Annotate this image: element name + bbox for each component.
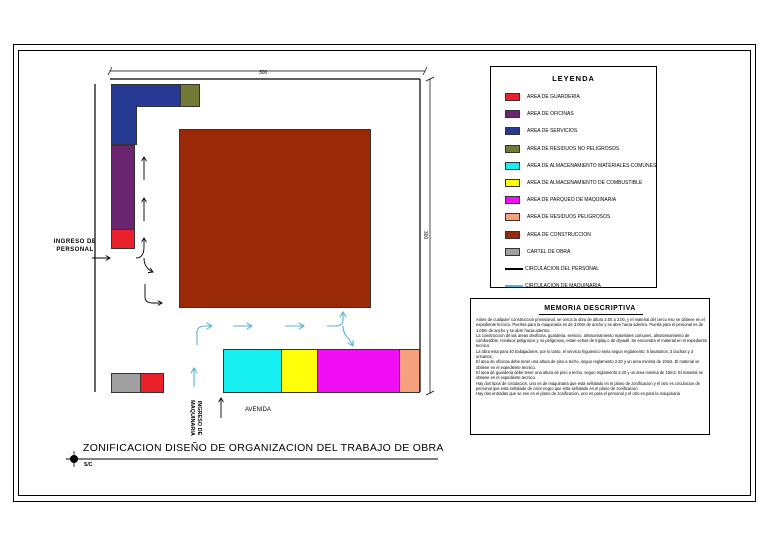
legend-item-label: AREA DE OFICINAS: [527, 111, 574, 118]
zone-guarderia-bottom: [140, 373, 164, 393]
drawing-title: ZONIFICACION DISEÑO DE ORGANIZACION DEL TRABAJO DE OBRA: [83, 442, 444, 454]
memoria-body: [476, 317, 708, 396]
legend-title: LEYENDA: [552, 74, 595, 83]
zone-residuos-peligrosos: [399, 349, 420, 393]
zone-parqueo-maquinaria: [317, 349, 400, 393]
memoria-paragraph: Hay dos tipos de circulacion, uno es de maquinaria que esta señalado en el plano de zonificacion y el otro es circulacion de personal que esta señalado de color negro que esta señalado en el plano de zonificacion: [476, 380, 700, 391]
legend-item-label: AREA DE ALMACENAMIENTO DE COMBUSTIBLE: [527, 180, 643, 186]
ingreso-maquinaria-label: INGRESO DE MAQUINARIA: [189, 400, 202, 436]
legend-item-label: CIRCULACION DE MAQUINARIA: [525, 283, 601, 290]
zone-residuos-no-peligrosos: [180, 84, 200, 107]
legend-color-swatch: [505, 162, 520, 170]
ingreso-personal-label: INGRESO DE PERSONAL: [53, 239, 97, 253]
legend-color-swatch: [505, 196, 520, 204]
legend-item-label: AREA DE ALMACENAMIENTO MATERIALES COMUNES: [527, 162, 657, 169]
zone-oficinas: [111, 145, 135, 230]
legend-item-label: AREA DE RESIDUOS NO PELIGROSOS: [527, 145, 620, 152]
legend-item-label: AREA DE PARQUEO DE MAQUINARIA: [527, 197, 617, 204]
memoria-title-underline: [539, 314, 643, 315]
zone-servicios: [111, 84, 181, 107]
legend-color-swatch: [505, 179, 520, 187]
legend-panel: [490, 66, 657, 288]
zone-almacen-combustible: [281, 349, 318, 393]
legend-item-label: AREA DE CONSTRUCCION: [527, 231, 591, 238]
zone-servicios-left: [111, 105, 137, 145]
zone-guarderia-top: [111, 229, 135, 249]
memoria-paragraph: La construccion de las areas deoficina, guarderia, servicio, almacenamiento materiales comunes, almacenamiento de combustible, residuos peligrosos y no peligrosos, estan echas de triplay o de drywall. Se encuentra el material en el expediente tecnico.: [476, 332, 707, 349]
legend-color-swatch: [505, 93, 520, 101]
legend-item-label: CIRCULACION DEL PERSONAL: [525, 266, 599, 272]
legend-line-swatch: [505, 285, 523, 287]
legend-color-swatch: [505, 213, 520, 221]
dimension-width-label: 300: [259, 70, 268, 76]
zone-almacen-materiales: [223, 349, 282, 393]
memoria-paragraph: Antes de cualquier construccion provisional, se cerca la obra de altura 2.00 a 3.00, y el material del cerco eso se obtiene en el expediente tecnico. Puertas para la maquinaria es de 3.00m de ancho y se abre hacia adentro. Puerta para el personal es de 1.00m de ancho y se abre hacia adentro.: [476, 317, 705, 333]
legend-color-swatch: [505, 231, 520, 239]
legend-item-label: AREA DE SERVICIOS: [527, 128, 578, 135]
legend-item-label: AREA DE GUARDERIA: [527, 94, 580, 100]
memoria-paragraph: La obra esta para 40 trabajadores, por lo tanto, el servicio higuienico seria segun reglamento, 5 lavatorios, 3 duchas y 3 urinarios.: [476, 348, 694, 360]
memoria-paragraph: Hay dos entradas que se see en el plano de zonificacion, uno es para el personal y el otro es para la maquinaria: [476, 391, 680, 397]
legend-color-swatch: [505, 127, 520, 135]
memoria-paragraph: El area de guarderia debe tener una altura de piso a techo, segun reglamento 2.20 y un area minima de 10m2. El material se obtiene en el expediente tecnico.: [476, 369, 703, 381]
avenida-label: AVENIDA: [245, 407, 271, 413]
legend-color-swatch: [505, 248, 520, 256]
zone-cartel-obra: [111, 373, 141, 393]
legend-line-swatch: [505, 268, 523, 270]
legend-item-label: CARTEL DE OBRA: [527, 248, 571, 255]
memoria-title: MEMORIA DESCRIPTIVA: [544, 305, 636, 312]
legend-color-swatch: [505, 110, 520, 118]
memoria-paragraph: El area de oficinas debe tener una altura de piso a techo, segun reglamento 2.20 y un area minima de 10m2. El material se obtiene en el expediente tecnico.: [476, 359, 700, 370]
memoria-descriptiva-panel: [470, 298, 710, 435]
legend-item-label: AREA DE RESIDUOS PELIGROSOS: [527, 214, 611, 221]
dimension-height-label: 300: [422, 230, 429, 240]
zone-construccion: [179, 129, 371, 308]
legend-color-swatch: [505, 145, 520, 153]
scale-label: S/C: [84, 462, 93, 468]
